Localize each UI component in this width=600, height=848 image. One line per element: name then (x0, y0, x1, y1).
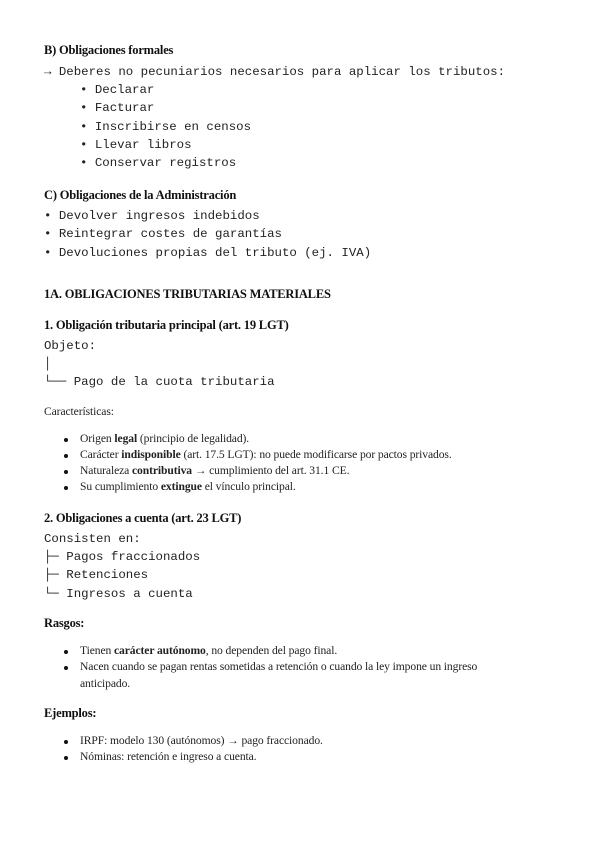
section-1a-heading: 1A. OBLIGACIONES TRIBUTARIAS MATERIALES (44, 287, 331, 301)
ejemplos-label: Ejemplos: (44, 706, 97, 720)
caracteristica-item: Naturaleza contributiva → cumplimiento del art. 31.1 CE. (80, 464, 350, 477)
a-cuenta-tree-item: ├─ Retenciones (44, 568, 149, 582)
a-cuenta-tree-item: └─ Ingresos a cuenta (44, 587, 193, 601)
section-c-item: • Devolver ingresos indebidos (44, 209, 260, 223)
section-c-heading: C) Obligaciones de la Administración (44, 188, 237, 202)
bullet-dot (64, 438, 68, 442)
bullet-dot (64, 470, 68, 474)
caracteristica-item: Origen legal (principio de legalidad). (80, 432, 250, 445)
a-cuenta-tree-item: ├─ Pagos fraccionados (44, 550, 201, 564)
section-b-item: • Llevar libros (80, 138, 192, 152)
caracteristica-item: Su cumplimiento extingue el vínculo principal. (80, 480, 296, 493)
section-b-item: • Inscribirse en censos (80, 120, 252, 134)
rasgo-item: Nacen cuando se pagan rentas sometidas a retención o cuando la ley impone un ingreso (80, 660, 478, 673)
bullet-dot (64, 454, 68, 458)
ejemplo-item: Nóminas: retención e ingreso a cuenta. (80, 750, 257, 763)
ejemplo-item: IRPF: modelo 130 (autónomos) → pago fraccionado. (80, 734, 323, 747)
section-b-intro: → Deberes no pecuniarios necesarios para aplicar los tributos: (44, 65, 506, 79)
rasgo-item-continuation: anticipado. (80, 677, 131, 690)
bullet-dot (64, 666, 68, 670)
section-b-item: • Facturar (80, 101, 155, 115)
caracteristicas-label: Características: (44, 405, 114, 418)
principal-heading: 1. Obligación tributaria principal (art. 19 LGT) (44, 318, 289, 332)
section-b-heading: B) Obligaciones formales (44, 43, 174, 57)
principal-tree-pipe: │ (44, 357, 52, 371)
rasgo-item: Tienen carácter autónomo, no dependen del pago final. (80, 644, 338, 657)
section-c-item: • Devoluciones propias del tributo (ej. IVA) (44, 246, 372, 260)
bullet-dot (64, 740, 68, 744)
a-cuenta-heading: 2. Obligaciones a cuenta (art. 23 LGT) (44, 511, 242, 525)
caracteristica-item: Carácter indisponible (art. 17.5 LGT): no puede modificarse por pactos privados. (80, 448, 452, 461)
section-b-item: • Conservar registros (80, 156, 237, 170)
bullet-dot (64, 650, 68, 654)
principal-tree-root: Objeto: (44, 339, 97, 353)
principal-tree-leaf: └── Pago de la cuota tributaria (44, 375, 275, 389)
section-b-item: • Declarar (80, 83, 155, 97)
bullet-dot (64, 486, 68, 490)
section-c-item: • Reintegrar costes de garantías (44, 227, 282, 241)
rasgos-label: Rasgos: (44, 616, 85, 630)
a-cuenta-tree-root: Consisten en: (44, 532, 141, 546)
bullet-dot (64, 756, 68, 760)
